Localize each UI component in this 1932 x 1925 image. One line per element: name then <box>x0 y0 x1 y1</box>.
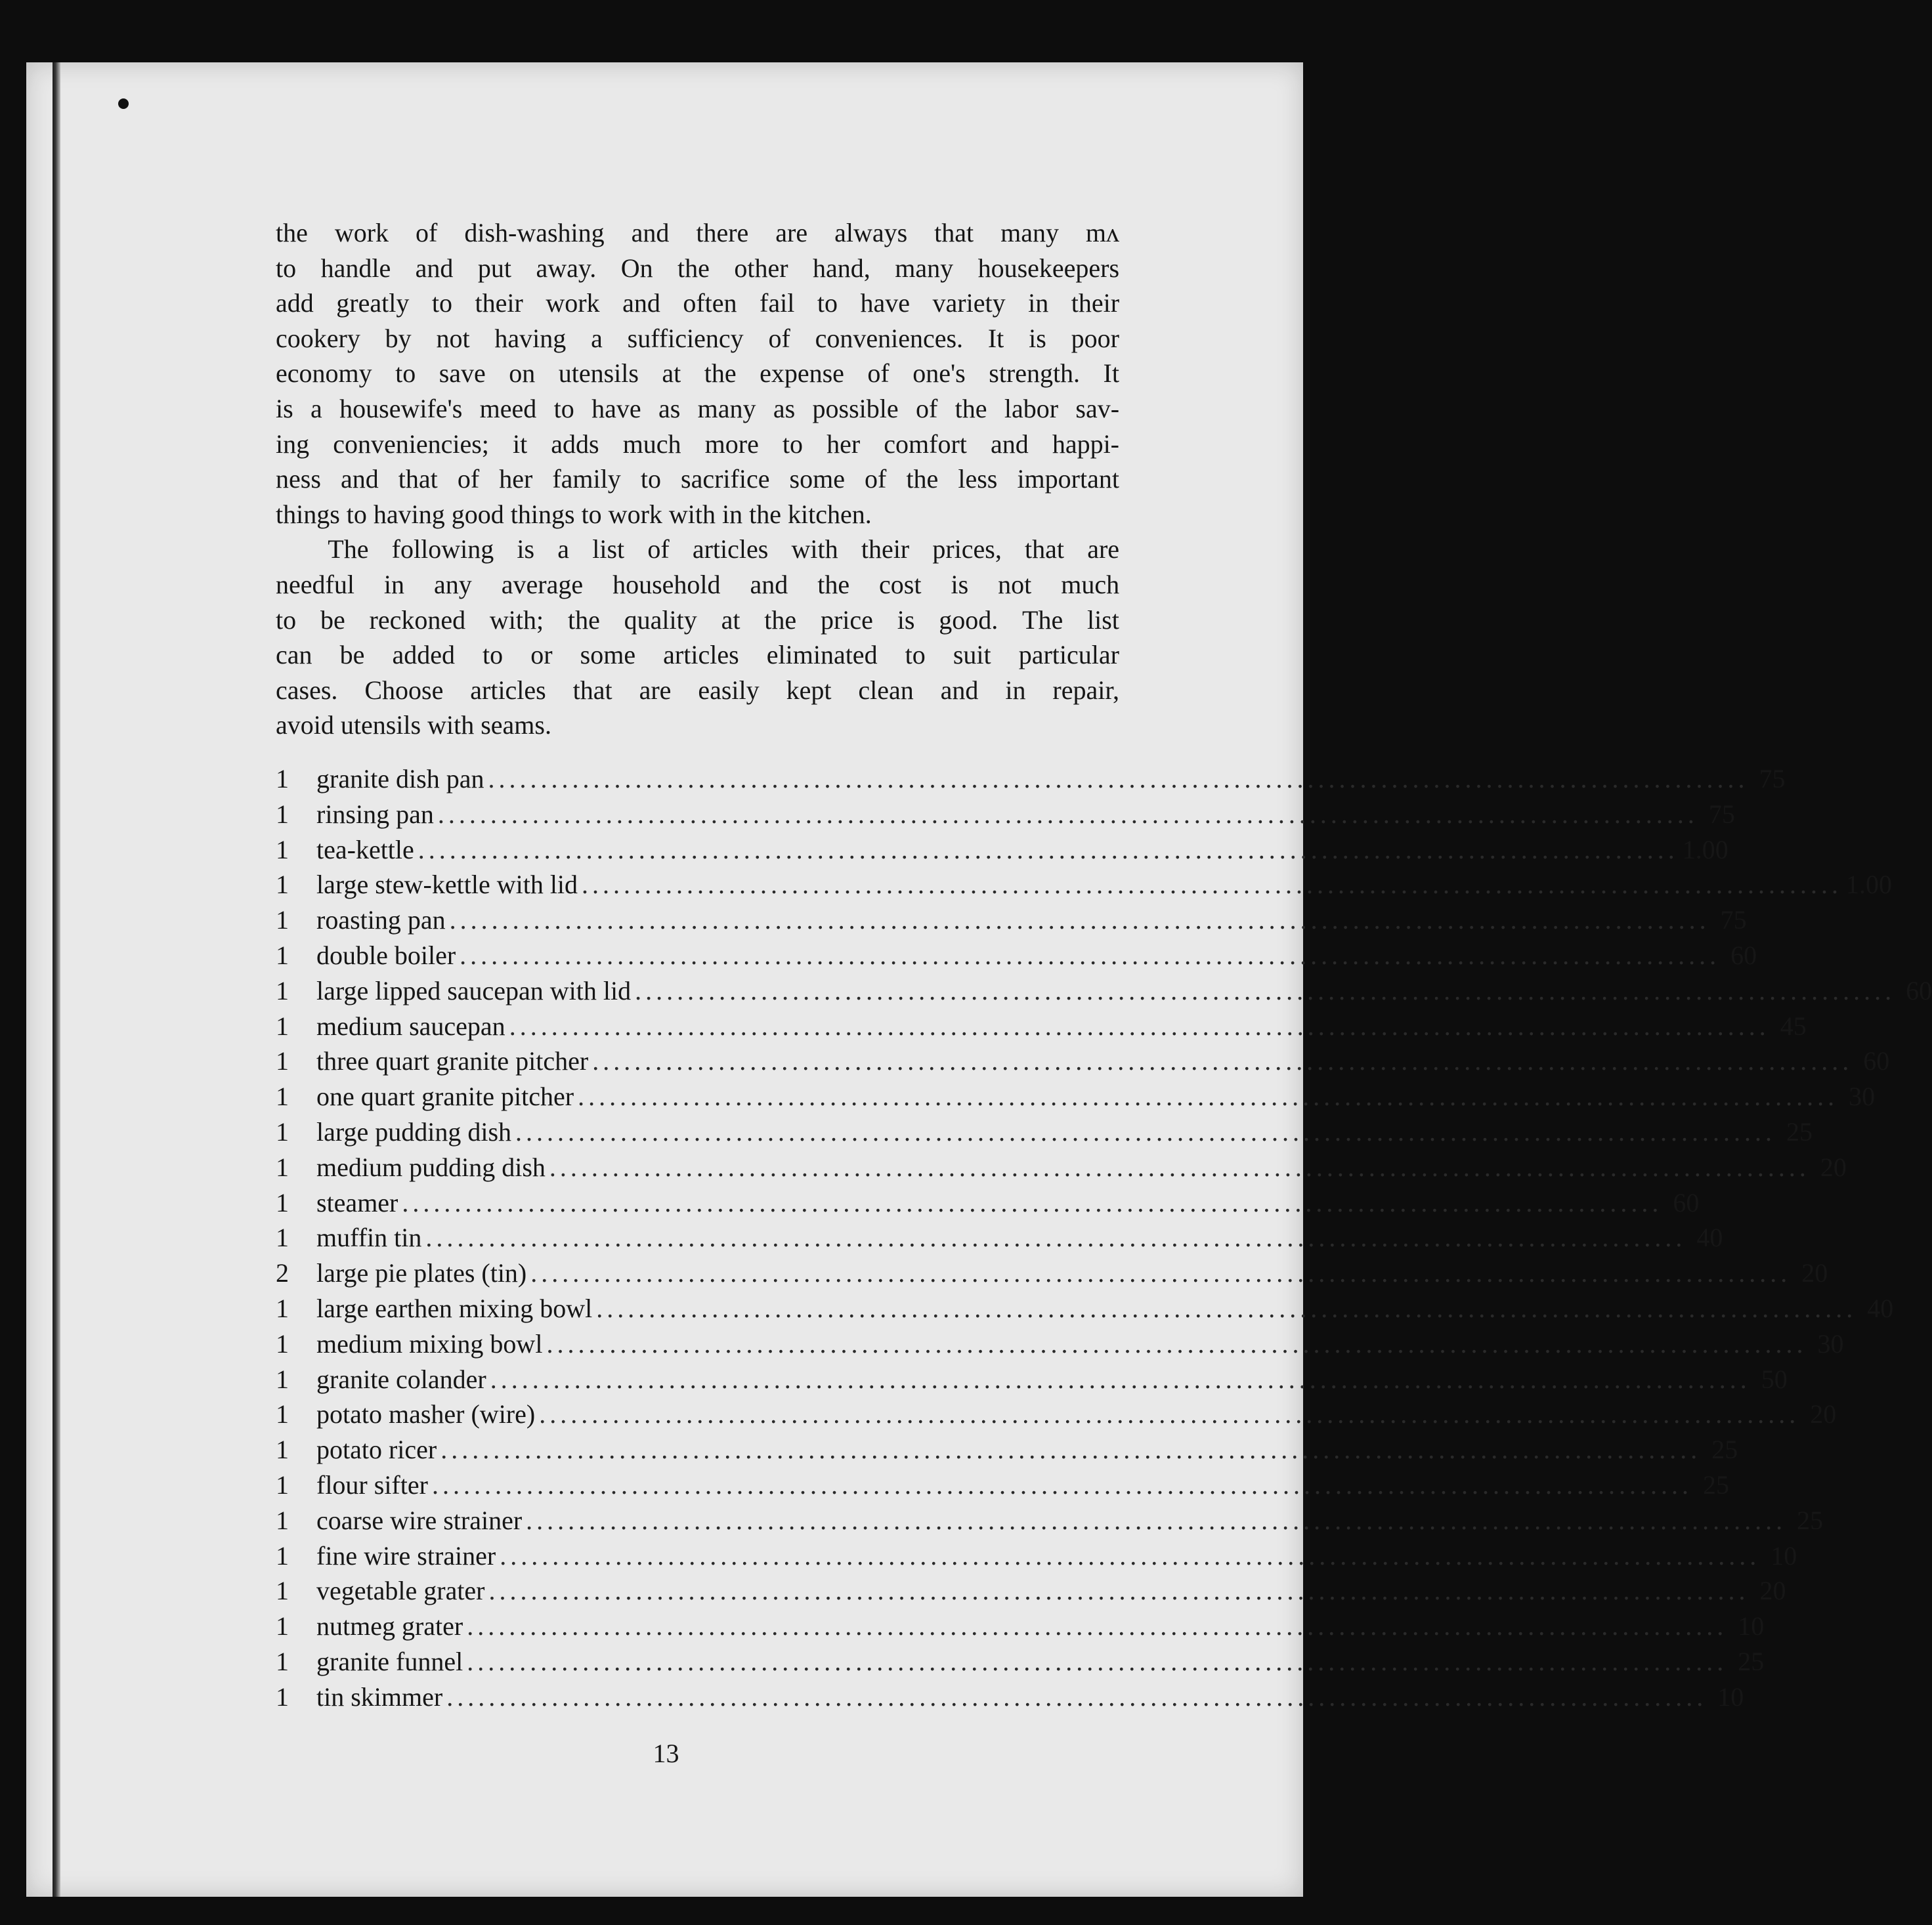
dot-leader: ........................................................................................................................ <box>515 1116 1776 1147</box>
list-item <box>276 938 1757 973</box>
dot-leader: ........................................................................................................................ <box>596 1293 1857 1323</box>
item-quantity: 1 <box>276 1152 289 1182</box>
item-quantity: 1 <box>276 1116 289 1147</box>
item-name: rinsing pan <box>316 799 434 829</box>
item-name: three quart granite pitcher <box>316 1046 589 1076</box>
item-price: 60 <box>1673 1187 1700 1217</box>
page-number: 13 <box>653 1739 679 1768</box>
item-quantity: 1 <box>276 1399 289 1429</box>
item-quantity: 1 <box>276 1011 289 1041</box>
item-name: coarse wire strainer <box>316 1505 523 1535</box>
dot-leader: ........................................................................................................................ <box>440 1435 1702 1465</box>
text-line: to handle and put away. On the other hand, many housekeepers <box>276 253 1120 283</box>
list-item <box>276 1150 1847 1185</box>
list-item <box>276 1680 1744 1715</box>
list-item <box>276 1362 1788 1397</box>
item-price: 60 <box>1863 1046 1890 1076</box>
item-name: large lipped saucepan with lid <box>316 975 632 1005</box>
item-quantity: 1 <box>276 1576 289 1606</box>
dot-leader: ........................................................................................................................ <box>490 1364 1751 1394</box>
list-item <box>276 761 1786 797</box>
item-price: 20 <box>1810 1399 1837 1429</box>
item-name: roasting pan <box>316 905 446 935</box>
list-item <box>276 1503 1824 1538</box>
item-quantity: 1 <box>276 940 289 970</box>
dot-leader: ........................................................................................................................ <box>467 1611 1728 1641</box>
list-item <box>276 973 1932 1009</box>
item-quantity: 1 <box>276 1082 289 1112</box>
item-quantity: 1 <box>276 905 289 935</box>
item-name: one quart granite pitcher <box>316 1082 574 1112</box>
item-price: 20 <box>1801 1258 1828 1288</box>
item-quantity: 1 <box>276 1505 289 1535</box>
body-text <box>276 215 1119 743</box>
list-item <box>276 1009 1807 1044</box>
text-line: ing conveniencies; it adds much more to her comfort and happi- <box>276 429 1119 459</box>
item-price: 10 <box>1738 1611 1765 1641</box>
item-name: large earthen mixing bowl <box>316 1293 593 1323</box>
item-quantity: 1 <box>276 799 289 829</box>
list-item <box>276 1644 1765 1680</box>
item-price: 75 <box>1708 799 1735 829</box>
dot-leader: ........................................................................................................................ <box>500 1540 1761 1571</box>
dot-leader: ........................................................................................................................ <box>488 1576 1750 1606</box>
item-price: 30 <box>1849 1082 1876 1112</box>
item-price: 25 <box>1702 1470 1729 1500</box>
item-quantity: 1 <box>276 1223 289 1253</box>
item-price: 75 <box>1720 905 1747 935</box>
dot-leader: ........................................................................................................................ <box>526 1505 1787 1535</box>
list-item <box>276 797 1735 832</box>
dot-leader: ........................................................................................................................ <box>509 1011 1770 1041</box>
dot-leader: ........................................................................................................................ <box>402 1187 1663 1217</box>
item-name: medium pudding dish <box>316 1152 546 1182</box>
text-line: ness and that of her family to sacrifice some of the less important <box>276 464 1119 494</box>
dot-leader: ........................................................................................................................ <box>446 1682 1707 1712</box>
dot-leader: ........................................................................................................................ <box>635 975 1896 1005</box>
list-item <box>276 867 1893 902</box>
item-name: large pie plates (tin) <box>316 1258 527 1288</box>
item-quantity: 1 <box>276 1682 289 1712</box>
text-line: things to having good things to work with in the kitchen. <box>276 499 872 529</box>
item-name: flour sifter <box>316 1470 428 1500</box>
dot-leader: ........................................................................................................................ <box>431 1470 1692 1500</box>
item-price: 25 <box>1786 1116 1813 1147</box>
dot-leader: ........................................................................................................................ <box>582 870 1843 900</box>
item-price: 25 <box>1797 1505 1824 1535</box>
text-line: cookery by not having a sufficiency of conveniences. It is poor <box>276 323 1119 353</box>
dot-leader: ........................................................................................................................ <box>592 1046 1853 1076</box>
list-item <box>276 1256 1828 1291</box>
item-quantity: 1 <box>276 764 289 793</box>
text-line: economy to save on utensils at the expense of one's strength. It <box>276 358 1119 389</box>
list-item <box>276 1291 1894 1326</box>
item-price: 60 <box>1730 940 1757 970</box>
item-price: 45 <box>1780 1011 1807 1041</box>
list-item <box>276 1185 1700 1221</box>
item-price: 25 <box>1738 1646 1765 1676</box>
item-name: large stew-kettle with lid <box>316 870 578 900</box>
item-name: medium mixing bowl <box>316 1328 543 1359</box>
list-item <box>276 1114 1813 1150</box>
item-price: 60 <box>1906 975 1932 1005</box>
list-item <box>276 1326 1844 1362</box>
item-name: tea-kettle <box>316 834 414 864</box>
item-price: 40 <box>1867 1293 1894 1323</box>
item-quantity: 1 <box>276 834 289 864</box>
item-quantity: 1 <box>276 1187 289 1217</box>
binding-edge <box>53 62 60 1897</box>
item-price: 10 <box>1717 1682 1744 1712</box>
list-item <box>276 1079 1876 1114</box>
item-quantity: 1 <box>276 1046 289 1076</box>
item-quantity: 1 <box>276 1540 289 1571</box>
dot-leader: ........................................................................................................................ <box>488 764 1749 793</box>
list-item <box>276 1432 1738 1468</box>
item-price: 40 <box>1696 1223 1723 1253</box>
item-price: 1.00 <box>1846 870 1893 900</box>
item-name: medium saucepan <box>316 1011 505 1041</box>
item-quantity: 1 <box>276 1470 289 1500</box>
item-price: 1.00 <box>1682 834 1728 864</box>
item-name: large pudding dish <box>316 1116 512 1147</box>
item-name: potato masher (wire) <box>316 1399 536 1429</box>
list-item <box>276 832 1728 868</box>
item-name: fine wire strainer <box>316 1540 496 1571</box>
dot-leader: ........................................................................................................................ <box>418 834 1679 864</box>
list-item <box>276 1397 1837 1432</box>
text-line: can be added to or some articles eliminated to suit particular <box>276 640 1119 670</box>
text-line: is a housewife's meed to have as many as possible of the labor sav- <box>276 393 1120 423</box>
item-name: muffin tin <box>316 1223 422 1253</box>
utensil-price-list <box>276 761 1932 1715</box>
text-line: needful in any average household and the cost is not much <box>276 569 1120 599</box>
item-quantity: 1 <box>276 1293 289 1323</box>
item-quantity: 1 <box>276 1364 289 1394</box>
item-price: 50 <box>1761 1364 1788 1394</box>
item-name: double boiler <box>316 940 456 970</box>
dot-leader: ........................................................................................................................ <box>578 1082 1839 1112</box>
list-item <box>276 1609 1765 1644</box>
dot-leader: ........................................................................................................................ <box>549 1152 1810 1182</box>
item-quantity: 1 <box>276 1435 289 1465</box>
item-quantity: 2 <box>276 1258 289 1288</box>
item-price: 10 <box>1771 1540 1797 1571</box>
list-item <box>276 1044 1890 1079</box>
item-price: 20 <box>1820 1152 1847 1182</box>
dot-leader: ........................................................................................................................ <box>449 905 1710 935</box>
item-quantity: 1 <box>276 1646 289 1676</box>
punch-hole-mark <box>118 98 129 109</box>
item-name: tin skimmer <box>316 1682 443 1712</box>
item-quantity: 1 <box>276 870 289 900</box>
item-quantity: 1 <box>276 1611 289 1641</box>
item-name: vegetable grater <box>316 1576 485 1606</box>
dot-leader: ........................................................................................................................ <box>460 940 1721 970</box>
item-name: steamer <box>316 1187 398 1217</box>
item-price: 25 <box>1711 1435 1738 1465</box>
text-line: add greatly to their work and often fail to have variety in their <box>276 288 1120 318</box>
dot-leader: ........................................................................................................................ <box>530 1258 1792 1288</box>
item-quantity: 1 <box>276 1328 289 1359</box>
text-line: the work of dish-washing and there are always that many mʌ <box>276 218 1120 247</box>
item-name: granite colander <box>316 1364 486 1394</box>
dot-leader: ........................................................................................................................ <box>539 1399 1800 1429</box>
dot-leader: ........................................................................................................................ <box>467 1646 1728 1676</box>
list-item <box>276 902 1747 938</box>
item-name: granite funnel <box>316 1646 463 1676</box>
item-name: potato ricer <box>316 1435 437 1465</box>
list-item <box>276 1538 1797 1574</box>
item-price: 20 <box>1759 1576 1786 1606</box>
item-quantity: 1 <box>276 975 289 1005</box>
item-name: granite dish pan <box>316 764 484 793</box>
dot-leader: ........................................................................................................................ <box>425 1223 1686 1253</box>
item-price: 75 <box>1759 764 1786 793</box>
list-item <box>276 1573 1786 1609</box>
dot-leader: ........................................................................................................................ <box>437 799 1698 829</box>
text-line: The following is a list of articles with their prices, that are <box>276 534 1120 564</box>
list-item <box>276 1468 1729 1503</box>
dot-leader: ........................................................................................................................ <box>546 1328 1807 1359</box>
item-name: nutmeg grater <box>316 1611 463 1641</box>
text-line: cases. Choose articles that are easily kept clean and in repair, <box>276 675 1120 705</box>
list-item <box>276 1220 1723 1256</box>
text-line: avoid utensils with seams. <box>276 710 551 740</box>
text-line: to be reckoned with; the quality at the price is good. The list <box>276 604 1119 635</box>
item-price: 30 <box>1817 1328 1844 1359</box>
